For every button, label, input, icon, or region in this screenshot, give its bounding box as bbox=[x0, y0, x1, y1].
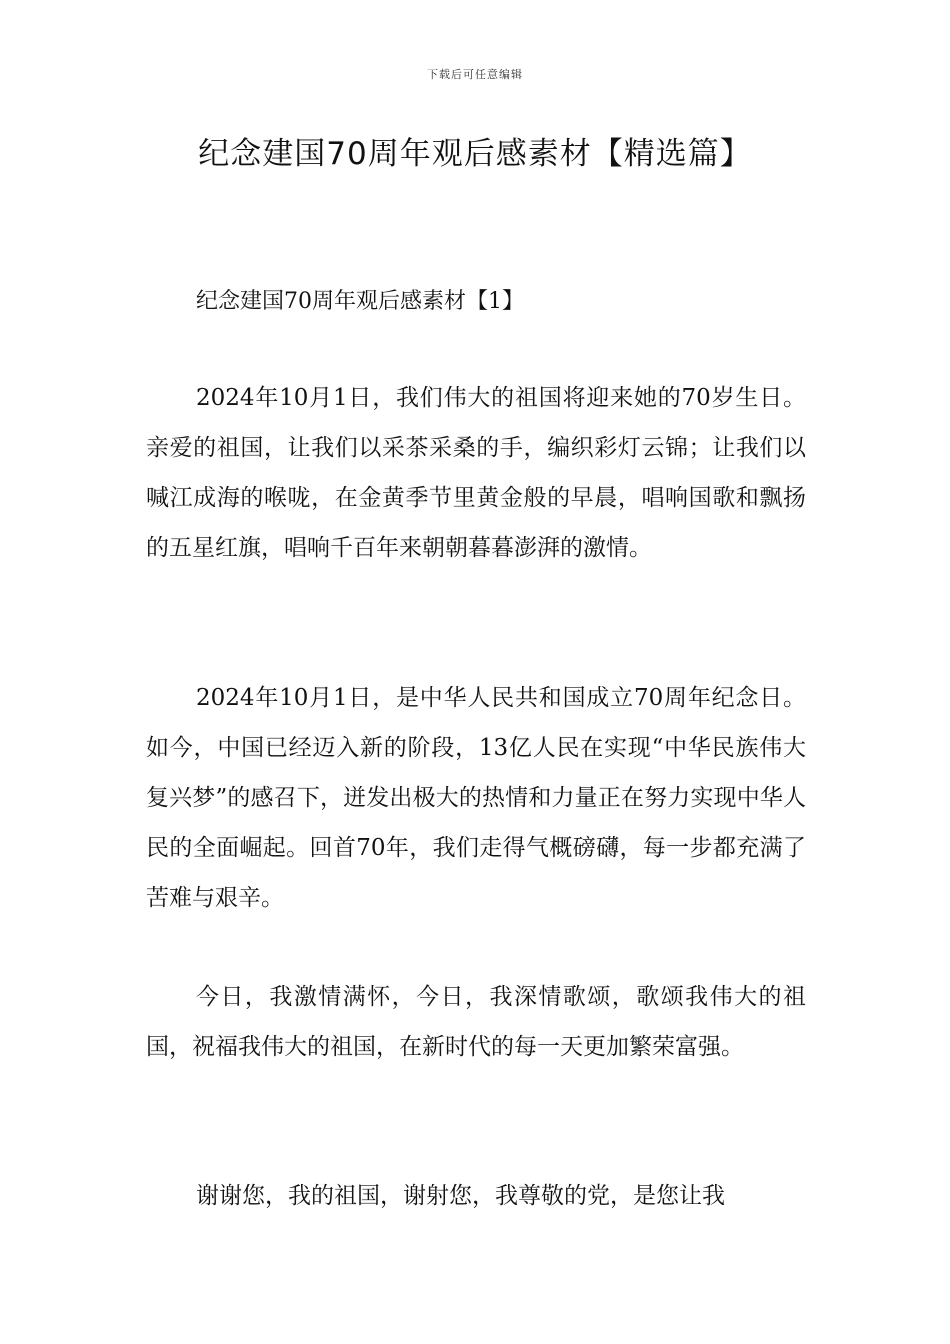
header-note: 下载后可任意编辑 bbox=[427, 68, 523, 81]
paragraph-1: 2024年10月1日，我们伟大的祖国将迎来她的70岁生日。亲爱的祖国，让我们以采茶采桑的手，编织彩灯云锦；让我们以喊江成海的喉咙，在金黄季节里黄金般的早晨，唱响国歌和飘扬的五星红旗，唱响千百年来朝朝暮暮澎湃的激情。 bbox=[146, 385, 806, 561]
paragraph-3: 今日，我激情满怀，今日，我深情歌颂，歌颂我伟大的祖国，祝福我伟大的祖国，在新时代的每一天更加繁荣富强。 bbox=[146, 984, 806, 1060]
document-title: 纪念建国70周年观后感素材【精选篇】 bbox=[198, 136, 752, 172]
section-title: 纪念建国70周年观后感素材【1】 bbox=[196, 289, 524, 314]
paragraph-2: 2024年10月1日，是中华人民共和国成立70周年纪念日。如今，中国已经迈入新的阶段，13亿人民在实现“中华民族伟大复兴梦”的感召下，迸发出极大的热情和力量正在努力实现中华人民的全面崛起。回首70年，我们走得气概磅礴，每一步都充满了苦难与艰辛。 bbox=[146, 685, 806, 911]
paragraph-4: 谢谢您，我的祖国，谢射您，我尊敬的党，是您让我 bbox=[196, 1183, 725, 1209]
